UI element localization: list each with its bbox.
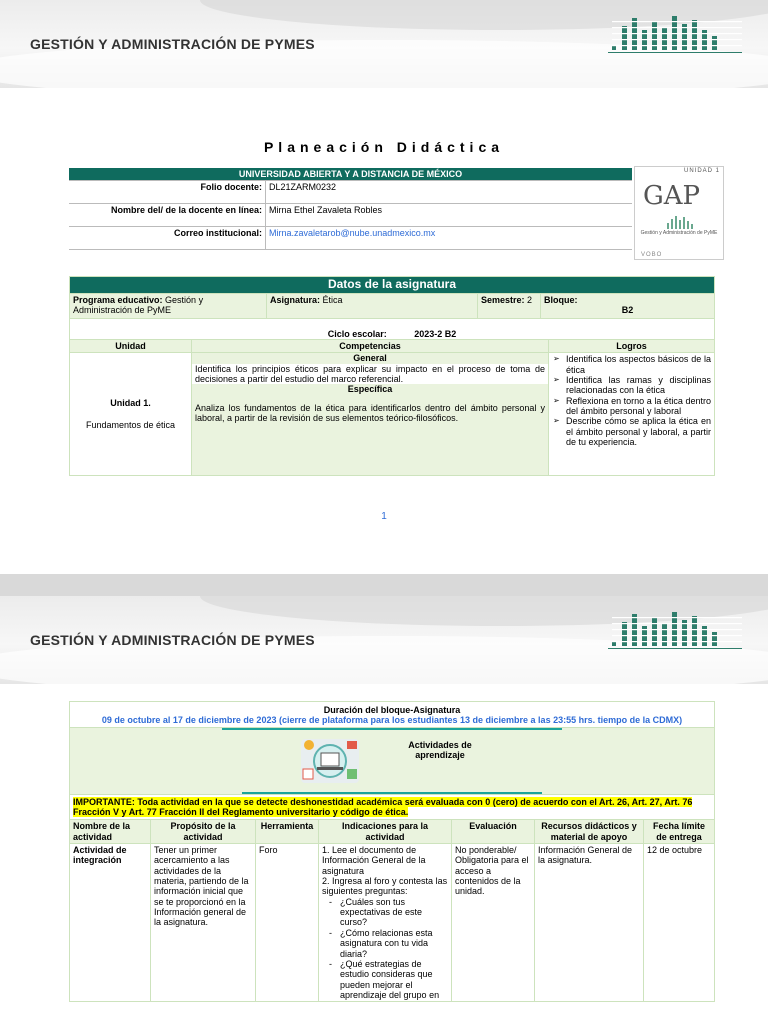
general-text: Identifica los principios éticos para explicar su impacto en el proceso de toma de decisiones a partir del estudio del marco referencial. [192, 364, 548, 385]
list-item: ➢ Identifica los aspectos básicos de la ética [566, 354, 711, 375]
program-label: Programa educativo: [73, 294, 163, 305]
col-purpose: Propósito de la actividad [151, 820, 256, 844]
page-number: 1 [381, 511, 387, 522]
semester-label: Semestre: [481, 294, 525, 305]
specific-text: Analiza los fundamentos de la ética para identificarlos dentro del ámbito personal y laboral, a partir de la revisión de sus elementos teórico-filosóficos. [195, 402, 545, 424]
program-value: Gestión y Administración de PyME [73, 294, 204, 316]
col-instructions: Indicaciones para la actividad [319, 820, 452, 844]
col-unit: Unidad [70, 340, 192, 353]
vobo-label: VOBO [641, 252, 663, 258]
folio-value: DL21ZARM0232 [266, 181, 633, 204]
block-value: B2 [621, 305, 634, 316]
list-item: ➢ Identifica las ramas y disciplinas relacionadas con la ética [566, 375, 711, 396]
col-tool: Herramienta [256, 820, 319, 844]
section-title-line-1: Actividades de [408, 739, 472, 750]
competencies-table [69, 339, 715, 476]
specific-label: Específica [347, 384, 393, 395]
gap-logo [634, 166, 724, 260]
col-activity-name: Nombre de la actividad [70, 820, 151, 844]
unit-label: UNIDAD 1 [683, 168, 720, 174]
unit-name: Unidad 1. [110, 398, 151, 408]
list-item: - ¿Qué estrategias de estudio consideras que pueden mejorar el aprendizaje del grupo en [340, 959, 448, 1000]
teacher-info-table [69, 168, 632, 250]
page-header-banner [0, 0, 768, 88]
document-page-2 [0, 596, 768, 1024]
activity-evaluation: No ponderable/ Obligatoria para el acceso a contenidos de la unidad. [452, 844, 535, 1002]
course-data-table [69, 276, 715, 340]
bars-logo-icon [612, 612, 742, 650]
activity-resources: Información General de la asignatura. [535, 844, 644, 1002]
banner-title: GESTIÓN Y ADMINISTRACIÓN DE PYMES [30, 632, 315, 648]
col-due-date: Fecha límite de entrega [644, 820, 715, 844]
col-evaluation: Evaluación [452, 820, 535, 844]
col-competencies: Competencias [192, 340, 549, 353]
teacher-name-label: Nombre del/ de la docente en línea: [69, 204, 266, 227]
school-cycle-label: Ciclo escolar: [327, 328, 387, 339]
questions-list [322, 897, 448, 1000]
email-label: Correo institucional: [69, 227, 266, 250]
banner-title: GESTIÓN Y ADMINISTRACIÓN DE PYMES [30, 36, 315, 52]
list-item: - ¿Cuáles son tus expectativas de este curso? [340, 897, 448, 928]
instruction-2: 2. Ingresa al foro y contesta las siguientes preguntas: [322, 876, 448, 897]
achievements-list [552, 354, 711, 447]
col-achievements: Logros [549, 340, 715, 353]
learning-activities-illustration-icon [295, 733, 365, 789]
folio-label: Folio docente: [69, 181, 266, 204]
unit-description: Fundamentos de ética [85, 420, 176, 431]
table-row [70, 844, 715, 1002]
duration-title: Duración del bloque-Asignatura [323, 705, 461, 715]
document-title: Planeación Didáctica [263, 139, 505, 155]
activity-name: Actividad de integración [70, 844, 151, 1002]
school-cycle-value: 2023-2 B2 [414, 328, 457, 339]
gap-logo-text: GAP [643, 181, 701, 211]
teacher-name-value: Mirna Ethel Zavaleta Robles [266, 204, 633, 227]
logo-subtitle: Gestión y Administración de PyME [640, 230, 718, 236]
important-notice: IMPORTANTE: Toda actividad en la que se detecte deshonestidad académica será evaluada con 0 (cero) de acuerdo con el Art. 26, Art. 27, Art. 76 Fracción V y Art. 77 Fracción II del Reglamento universitario y código de ética. [73, 796, 693, 818]
block-label: Bloque: [544, 294, 578, 305]
activity-tool: Foro [256, 844, 319, 1002]
activity-due-date: 12 de octubre [644, 844, 715, 1002]
semester-value: 2 [527, 294, 533, 305]
list-item: ➢ Describe cómo se aplica la ética en el ámbito personal y laboral, a partir de tu experiencia. [566, 416, 711, 447]
bars-logo-icon [612, 16, 742, 54]
gap-bars-icon [667, 215, 697, 229]
list-item: - ¿Cómo relacionas esta asignatura con tu vida diaria? [340, 928, 448, 959]
email-link[interactable]: Mirna.zavaletarob@nube.unadmexico.mx [266, 227, 633, 250]
list-item: ➢ Reflexiona en torno a la ética dentro del ámbito personal y laboral [566, 396, 711, 417]
subject-label: Asignatura: [270, 294, 321, 305]
course-data-title: Datos de la asignatura [70, 277, 715, 294]
activities-table [69, 701, 715, 1002]
section-title-line-2: aprendizaje [415, 750, 465, 761]
university-name: UNIVERSIDAD ABIERTA Y A DISTANCIA DE MÉXICO [69, 168, 632, 181]
col-resources: Recursos didácticos y material de apoyo [535, 820, 644, 844]
activity-purpose: Tener un primer acercamiento a las actividades de la materia, partiendo de la información inicial que se te proporcionó en la Información general de la asignatura. [151, 844, 256, 1002]
general-label: General [353, 353, 387, 364]
duration-dates: 09 de octubre al 17 de diciembre de 2023 (cierre de plataforma para los estudiantes 13 de diciembre a las 23:55 hrs. tiempo de la CDMX) [101, 715, 683, 726]
page-header-banner [0, 596, 768, 684]
instruction-1: 1. Lee el documento de Información General de la asignatura [322, 845, 426, 876]
subject-value: Ética [322, 294, 343, 305]
